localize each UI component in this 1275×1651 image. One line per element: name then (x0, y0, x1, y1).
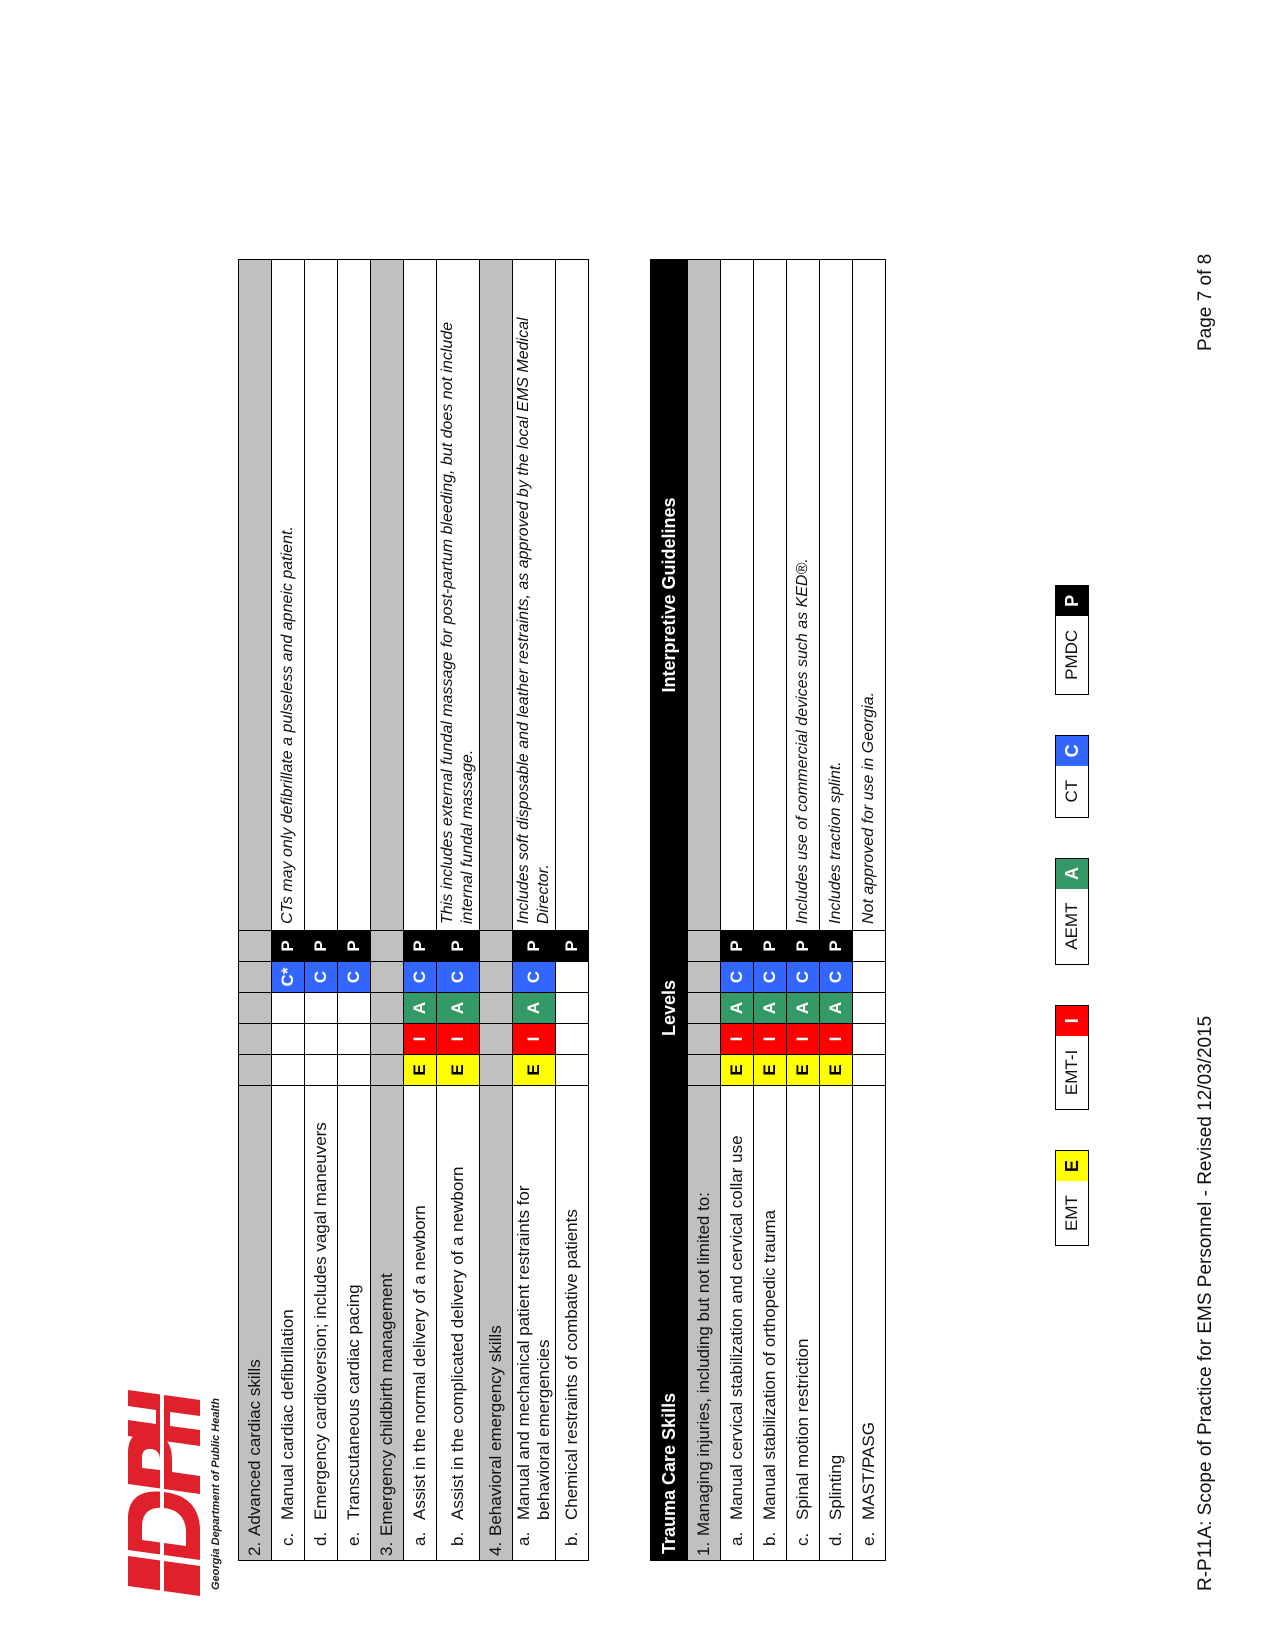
legend-item-emt (1055, 1150, 1089, 1246)
guideline-cell (754, 260, 787, 931)
skill-label: MAST/PASG (859, 1422, 878, 1520)
legend-code: A (1056, 859, 1088, 889)
section-label (688, 1086, 721, 1561)
section-row (371, 260, 404, 1561)
guideline-cell (404, 260, 437, 931)
table-row (754, 260, 787, 1561)
level-e-cell (305, 1055, 338, 1086)
table-row (404, 260, 437, 1561)
level-i-cell (556, 1024, 589, 1055)
level-a-cell (853, 993, 886, 1024)
level-a-cell (556, 993, 589, 1024)
level-p-cell: P (556, 931, 589, 962)
legend-code: P (1056, 586, 1088, 616)
legend-item-aemt (1055, 858, 1089, 965)
skill-cell (754, 1086, 787, 1561)
skill-cell (853, 1086, 886, 1561)
level-i-cell (338, 1024, 371, 1055)
table-row (820, 260, 853, 1561)
level-a-cell (305, 993, 338, 1024)
level-p-cell: P (820, 931, 853, 962)
skill-label: Manual stabilization of orthopedic trauma (760, 1210, 779, 1520)
item-letter: a. (727, 1531, 746, 1546)
level-i-cell: I (513, 1024, 556, 1055)
skill-cell (721, 1086, 754, 1561)
skill-label: Transcutaneous cardiac pacing (344, 1284, 363, 1520)
level-c-cell: C (437, 962, 480, 993)
table-row (305, 260, 338, 1561)
footer-page-number: Page 7 of 8 (1195, 253, 1216, 351)
skill-cell (787, 1086, 820, 1561)
level-i-cell (272, 1024, 305, 1055)
level-i-cell: I (820, 1024, 853, 1055)
level-i-cell: I (404, 1024, 437, 1055)
level-a-cell (272, 993, 305, 1024)
skill-label: Spinal motion restriction (793, 1338, 812, 1520)
section-title: Advanced cardiac skills (245, 1359, 264, 1536)
level-e-cell: E (513, 1055, 556, 1086)
table-row (853, 260, 886, 1561)
level-c-cell: C (404, 962, 437, 993)
table-row (787, 260, 820, 1561)
skill-cell (556, 1086, 589, 1561)
item-letter: e. (344, 1531, 363, 1546)
section-number: 2. (245, 1541, 264, 1556)
section-title: Behavioral emergency skills (486, 1325, 505, 1536)
section-title: Emergency childbirth management (377, 1273, 396, 1536)
level-c-cell: C (721, 962, 754, 993)
level-p-cell: P (513, 931, 556, 962)
legend-code: C (1056, 736, 1088, 766)
dph-logo (120, 1176, 230, 1596)
legend-item-pmdc (1055, 585, 1089, 695)
section-number: 4. (486, 1541, 505, 1556)
level-i-cell: I (721, 1024, 754, 1055)
footer-document-title: R-P11A: Scope of Practice for EMS Personnel - Revised 12/03/2015 (1195, 1015, 1216, 1591)
section-row (480, 260, 513, 1561)
level-e-cell: E (754, 1055, 787, 1086)
skill-label: Manual cervical stabilization and cervical collar use (727, 1135, 746, 1520)
level-e-cell (853, 1055, 886, 1086)
level-a-cell (338, 993, 371, 1024)
table-header-row (651, 260, 688, 1561)
level-c-cell (556, 962, 589, 993)
table-row (338, 260, 371, 1561)
section-row (239, 260, 272, 1561)
level-c-cell: C (820, 962, 853, 993)
guideline-cell: Not approved for use in Georgia. (853, 260, 886, 931)
level-p-cell: P (404, 931, 437, 962)
trauma-care-skills-table (650, 259, 886, 1561)
section-label (239, 1086, 272, 1561)
skill-cell (305, 1086, 338, 1561)
skill-label: Assist in the normal delivery of a newborn (410, 1205, 429, 1520)
section-number: 1. (694, 1541, 713, 1556)
skill-cell (404, 1086, 437, 1561)
level-e-cell: E (437, 1055, 480, 1086)
guideline-cell: Includes traction splint. (820, 260, 853, 931)
skill-cell (820, 1086, 853, 1561)
legend-name: AEMT (1056, 889, 1088, 964)
legend-item-ct (1055, 735, 1089, 818)
item-letter: c. (278, 1532, 297, 1546)
level-i-cell: I (754, 1024, 787, 1055)
dph-logo-icon (120, 1386, 205, 1596)
item-letter: e. (859, 1531, 878, 1546)
level-i-cell (305, 1024, 338, 1055)
skill-cell (513, 1086, 556, 1561)
level-c-cell: C (338, 962, 371, 993)
guideline-cell: Includes soft disposable and leather restraints, as approved by the local EMS Medical Director. (513, 260, 556, 931)
skill-cell (437, 1086, 480, 1561)
guideline-cell: This includes external fundal massage for post-partum bleeding, but does not include internal fundal massage. (437, 260, 480, 931)
level-e-cell (272, 1055, 305, 1086)
table-row (513, 260, 556, 1561)
level-a-cell: A (404, 993, 437, 1024)
section-label (371, 1086, 404, 1561)
skill-label: Chemical restraints of combative patients (562, 1209, 581, 1520)
legend-name: CT (1056, 766, 1088, 817)
header-guidelines: Interpretive Guidelines (651, 260, 688, 931)
item-letter: a. (410, 1531, 429, 1546)
level-c-cell: C (787, 962, 820, 993)
header-skills: Trauma Care Skills (651, 1086, 688, 1561)
skill-cell (338, 1086, 371, 1561)
header-levels: Levels (651, 931, 688, 1086)
level-i-cell: I (787, 1024, 820, 1055)
level-e-cell (556, 1055, 589, 1086)
level-p-cell: P (754, 931, 787, 962)
item-letter: b. (760, 1531, 779, 1546)
level-a-cell: A (820, 993, 853, 1024)
skill-label: Assist in the complicated delivery of a newborn (448, 1166, 467, 1520)
guideline-cell (338, 260, 371, 931)
level-c-cell: C (513, 962, 556, 993)
level-p-cell: P (272, 931, 305, 962)
level-e-cell: E (787, 1055, 820, 1086)
level-legend (1055, 585, 1089, 1246)
table-row (721, 260, 754, 1561)
guideline-cell (305, 260, 338, 931)
legend-code: E (1056, 1151, 1088, 1181)
legend-code: I (1056, 1006, 1088, 1036)
level-e-cell: E (404, 1055, 437, 1086)
item-letter: b. (448, 1531, 467, 1546)
level-a-cell: A (787, 993, 820, 1024)
level-c-cell (853, 962, 886, 993)
level-i-cell (853, 1024, 886, 1055)
skill-cell (272, 1086, 305, 1561)
advanced-skills-table (238, 259, 589, 1561)
item-letter: d. (826, 1531, 845, 1546)
skill-label: Manual cardiac defibrillation (278, 1309, 297, 1520)
level-e-cell (338, 1055, 371, 1086)
section-title: Managing injuries, including but not limited to: (694, 1192, 713, 1536)
legend-name: EMT-I (1056, 1036, 1088, 1109)
legend-name: PMDC (1056, 616, 1088, 694)
legend-item-emt-i (1055, 1005, 1089, 1110)
level-p-cell: P (338, 931, 371, 962)
level-p-cell: P (305, 931, 338, 962)
skill-label: Emergency cardioversion; includes vagal maneuvers (311, 1122, 330, 1520)
table-row (556, 260, 589, 1561)
table-row (437, 260, 480, 1561)
level-e-cell: E (820, 1055, 853, 1086)
level-a-cell: A (437, 993, 480, 1024)
section-label (480, 1086, 513, 1561)
level-a-cell: A (513, 993, 556, 1024)
item-letter: b. (562, 1531, 581, 1546)
guideline-cell (556, 260, 589, 931)
item-letter: a. (514, 1531, 533, 1546)
guideline-cell (721, 260, 754, 931)
section-row (688, 260, 721, 1561)
section-number: 3. (377, 1541, 396, 1556)
level-c-cell: C* (272, 962, 305, 993)
level-p-cell: P (437, 931, 480, 962)
level-a-cell: A (754, 993, 787, 1024)
level-p-cell: P (721, 931, 754, 962)
guideline-cell: CTs may only defibrillate a pulseless and apneic patient. (272, 260, 305, 931)
legend-name: EMT (1056, 1181, 1088, 1245)
item-letter: c. (793, 1532, 812, 1546)
level-p-cell: P (787, 931, 820, 962)
skill-label: Manual and mechanical patient restraints for behavioral emergencies (514, 1185, 553, 1520)
level-c-cell: C (754, 962, 787, 993)
level-a-cell: A (721, 993, 754, 1024)
level-e-cell: E (721, 1055, 754, 1086)
level-p-cell (853, 931, 886, 962)
table-row (272, 260, 305, 1561)
skill-label: Splinting (826, 1454, 845, 1520)
logo-subtitle: Georgia Department of Public Health (210, 1398, 222, 1590)
level-c-cell: C (305, 962, 338, 993)
level-i-cell: I (437, 1024, 480, 1055)
item-letter: d. (311, 1531, 330, 1546)
guideline-cell: Includes use of commercial devices such as KED®. (787, 260, 820, 931)
